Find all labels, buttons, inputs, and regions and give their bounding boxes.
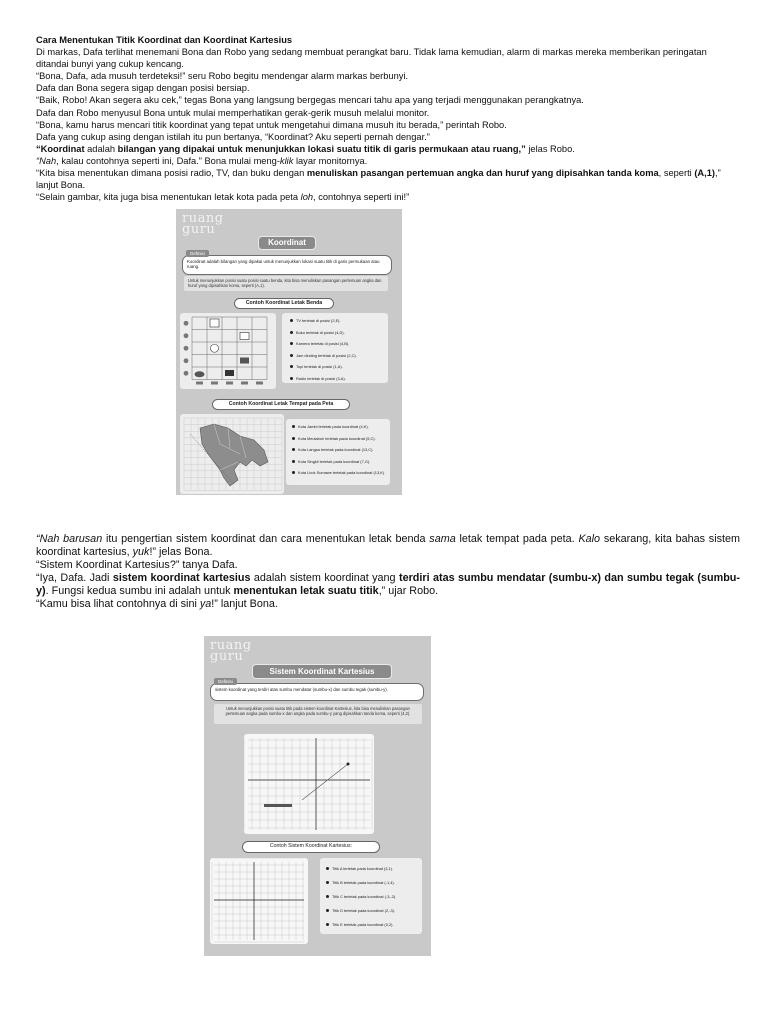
label-bar	[264, 804, 292, 807]
titik-list-panel	[320, 858, 422, 934]
paragraph: Dafa dan Bona segera sigap dengan posisi bersiap.	[36, 83, 250, 94]
list-item: Kota Lhok Sumawe terletak pada koordinat (13,K).	[292, 470, 388, 475]
italic-text: ya	[199, 598, 212, 611]
paragraph: Dafa yang cukup asing dengan istilah itu pun bertanya, “Koordinat? Aku seperti pernah dengar.”	[36, 131, 430, 142]
text: letak tempat pada peta.	[455, 533, 579, 545]
map-panel	[180, 414, 284, 494]
definition-tag: Definisi	[214, 678, 237, 685]
page-title: Cara Menentukan Titik Koordinat dan Koordinat Kartesius	[36, 35, 293, 45]
hat-icon	[195, 371, 205, 377]
book-icon	[240, 333, 249, 340]
object-grid-panel	[180, 313, 276, 389]
list-item: Kota Langsa terletak pada koordinat (13,C).	[292, 447, 388, 452]
row-marker	[184, 333, 189, 338]
text: layar monitornya.	[293, 155, 368, 166]
logo-text: ruang	[182, 211, 224, 226]
col-marker	[256, 382, 263, 385]
bold-text: bilangan yang dipakai untuk menunjukkan lokasi suatu titik di garis permukaan atau ruang,”	[117, 143, 526, 154]
bold-text: “Koordinat	[36, 143, 85, 154]
definition-tag: Definisi	[186, 250, 209, 257]
peta-list	[292, 424, 388, 482]
logo-text: ruang	[210, 638, 252, 653]
text: , kalau contohnya seperti ini, Dafa.” Bona mulai meng-	[56, 155, 280, 166]
text: “Selain gambar, kita juga bisa menentukan letak kota pada peta	[36, 192, 301, 203]
list-item: Buku terletak di posisi (4,D).	[290, 330, 386, 335]
text: “Kamu bisa lihat contohnya di sini	[36, 598, 200, 611]
row-marker	[184, 321, 189, 326]
paragraph	[36, 598, 740, 611]
clock-icon	[211, 344, 219, 352]
map-figure	[180, 414, 284, 494]
paragraph: “Bona, kamu harus mencari titik koordinat yang tepat untuk mengetahui dimana musuh itu berada,” perintah Robo.	[36, 119, 507, 130]
cartesian-plane-2	[210, 858, 308, 944]
benda-list-panel	[282, 313, 388, 383]
row-marker	[184, 358, 189, 363]
paragraph: “Sistem Koordinat Kartesius?” tanya Dafa.	[36, 559, 238, 572]
radio-icon	[225, 370, 234, 376]
list-item: Topi terletak di posisi (1,A).	[290, 364, 386, 369]
text: “Kita bisa menentukan dimana posisi radio, TV, dan buku dengan	[36, 168, 307, 179]
text: , contohnya seperti ini!”	[313, 192, 410, 203]
camera-icon	[240, 358, 249, 364]
list-item: Titik B terletak pada koordinat (-1,4).	[326, 880, 420, 885]
list-item: Kamera terletak di posisi (4,B).	[290, 341, 386, 346]
text: adalah	[84, 143, 118, 154]
paragraph	[36, 572, 740, 598]
logo-text: guru	[182, 222, 216, 237]
italic-text: klik	[279, 155, 294, 166]
text: !” jelas Bona.	[149, 546, 213, 559]
logo-text: guru	[210, 649, 244, 664]
peta-list-panel	[286, 419, 390, 485]
koordinat-infographic	[176, 209, 402, 495]
section-pill: Contoh Koordinat Letak Benda	[234, 298, 334, 309]
bold-text: menentukan letak suatu titik	[233, 585, 379, 598]
list-item: Titik D terletak pada koordinat (2,-3).	[326, 908, 420, 913]
list-item: Kota Jambi terletak pada koordinat (4,K).	[292, 424, 388, 429]
titik-list	[326, 866, 420, 936]
list-item: Kota Meulaboh terletak pada koordinat (5,C).	[292, 436, 388, 441]
article-section-2	[36, 533, 740, 612]
title-ribbon: Koordinat	[258, 236, 316, 250]
definition-box: sistem koordinat yang terdiri atas sumbu mendatar (sumbu-x) dan sumbu tegak (sumbu-y).	[210, 683, 424, 701]
list-item: TV terletak di posisi (2,E).	[290, 318, 386, 323]
ruangguru-logo	[182, 213, 224, 235]
title-ribbon: Sistem Koordinat Kartesius	[252, 664, 392, 679]
text: sekarang, kita bahas sistem koordinat kartesius,	[36, 533, 740, 559]
list-item: Kota Singkil terletak pada koordinat (7,G).	[292, 459, 388, 464]
text: . Fungsi kedua sumbu ini adalah untuk	[45, 585, 234, 598]
paragraph: Di markas, Dafa terlihat menemani Bona dan Robo yang sedang membuat perangkat baru. Tidak lama kemudian, alarm di markas mereka memberikan peringatan ditandai bunyi yang cukup kencang.	[36, 47, 707, 70]
row-marker	[184, 371, 189, 376]
text: ,” ujar Robo.	[378, 585, 439, 598]
col-marker	[211, 382, 218, 385]
section-pill: Contoh Sistem Koordinat Kartesius:	[242, 841, 380, 853]
italic-text: “Nah barusan	[36, 533, 103, 545]
paragraph: Dafa dan Robo menyusul Bona untuk mulai memperhatikan gerak-gerik musuh melalui monitor.	[36, 107, 430, 118]
cartesian-panel-2	[210, 858, 308, 944]
paragraph	[36, 167, 740, 191]
cartesian-plane-1	[244, 734, 374, 834]
text: ,” lanjut Bona.	[36, 168, 721, 191]
italic-text: yuk	[132, 546, 150, 559]
ruangguru-logo	[210, 640, 252, 662]
list-item: Titik A terletak pada koordinat (3,1).	[326, 866, 420, 871]
tv-icon	[210, 319, 219, 327]
text: itu pengertian sistem koordinat dan cara menentukan letak benda	[102, 533, 430, 545]
cartesian-panel-1	[244, 734, 374, 834]
text: adalah sistem koordinat yang	[250, 572, 399, 585]
pointer-line	[302, 764, 348, 800]
text: jelas Robo.	[525, 143, 575, 154]
text: !” lanjut Bona.	[211, 598, 278, 611]
bold-text: sistem koordinat kartesius	[112, 572, 251, 585]
definition-box: Koordinat adalah bilangan yang dipakai untuk menunjukkan lokasi suatu titik di garis permukaan atau ruang.	[182, 255, 392, 275]
paragraph	[36, 155, 740, 167]
paragraph: “Baik, Robo! Akan segera aku cek,” tegas Bona yang langsung bergegas mencari tahu apa yang terjadi menggunakan perangkatnya.	[36, 95, 584, 106]
text: , seperti	[658, 168, 695, 179]
italic-text: Kalo	[578, 533, 601, 545]
kartesius-infographic	[204, 636, 431, 956]
section-pill: Contoh Koordinat Letak Tempat pada Peta	[212, 399, 350, 410]
italic-text: loh	[300, 192, 314, 203]
bold-text: (A,1)	[694, 168, 715, 179]
list-item: Titik C terletak pada koordinat (-3,-2).	[326, 894, 420, 899]
italic-text: sama	[429, 533, 456, 545]
note-box: Untuk menunjukkan posisi suatu posisi suatu benda, kita bisa menuliskan pasangan pertemuan angka dan huruf yang dipisahkan koma, seperti (A,1).	[184, 276, 388, 291]
col-marker	[226, 382, 233, 385]
col-marker	[241, 382, 248, 385]
note-box: Untuk menunjukkan posisi suatu titik pada sistem koordinat Kartesius, kita bisa menuliskan pasangan pertemuan angka pada sumbu-x dan angka pada sumbu-y yang dipisahkan tanda koma, seperti (4,2).	[214, 704, 422, 724]
text: “Iya, Dafa. Jadi	[36, 572, 113, 585]
benda-list	[290, 318, 386, 387]
definition-paragraph	[36, 143, 740, 155]
bold-text: terdiri atas sumbu mendatar (sumbu-x) dan sumbu tegak (sumbu-y)	[36, 572, 740, 598]
row-marker	[184, 346, 189, 351]
col-marker	[196, 382, 203, 385]
list-item: Radio terletak di posisi (3,A).	[290, 376, 386, 381]
list-item: Jam dinding terletak di posisi (2,C).	[290, 353, 386, 358]
bold-text: menuliskan pasangan pertemuan angka dan huruf yang dipisahkan tanda koma	[306, 168, 659, 179]
paragraph: “Bona, Dafa, ada musuh terdeteksi!” seru Robo begitu mendengar alarm markas berbunyi.	[36, 71, 409, 82]
list-item: Titik E terletak pada koordinat (0,2).	[326, 922, 420, 927]
paragraph	[36, 191, 740, 203]
paragraph	[36, 533, 740, 559]
article-section-1	[36, 34, 740, 203]
italic-text: “Nah	[36, 155, 57, 166]
point-marker	[347, 763, 350, 766]
object-grid	[180, 313, 276, 389]
sumatra-map-shape	[200, 424, 268, 486]
